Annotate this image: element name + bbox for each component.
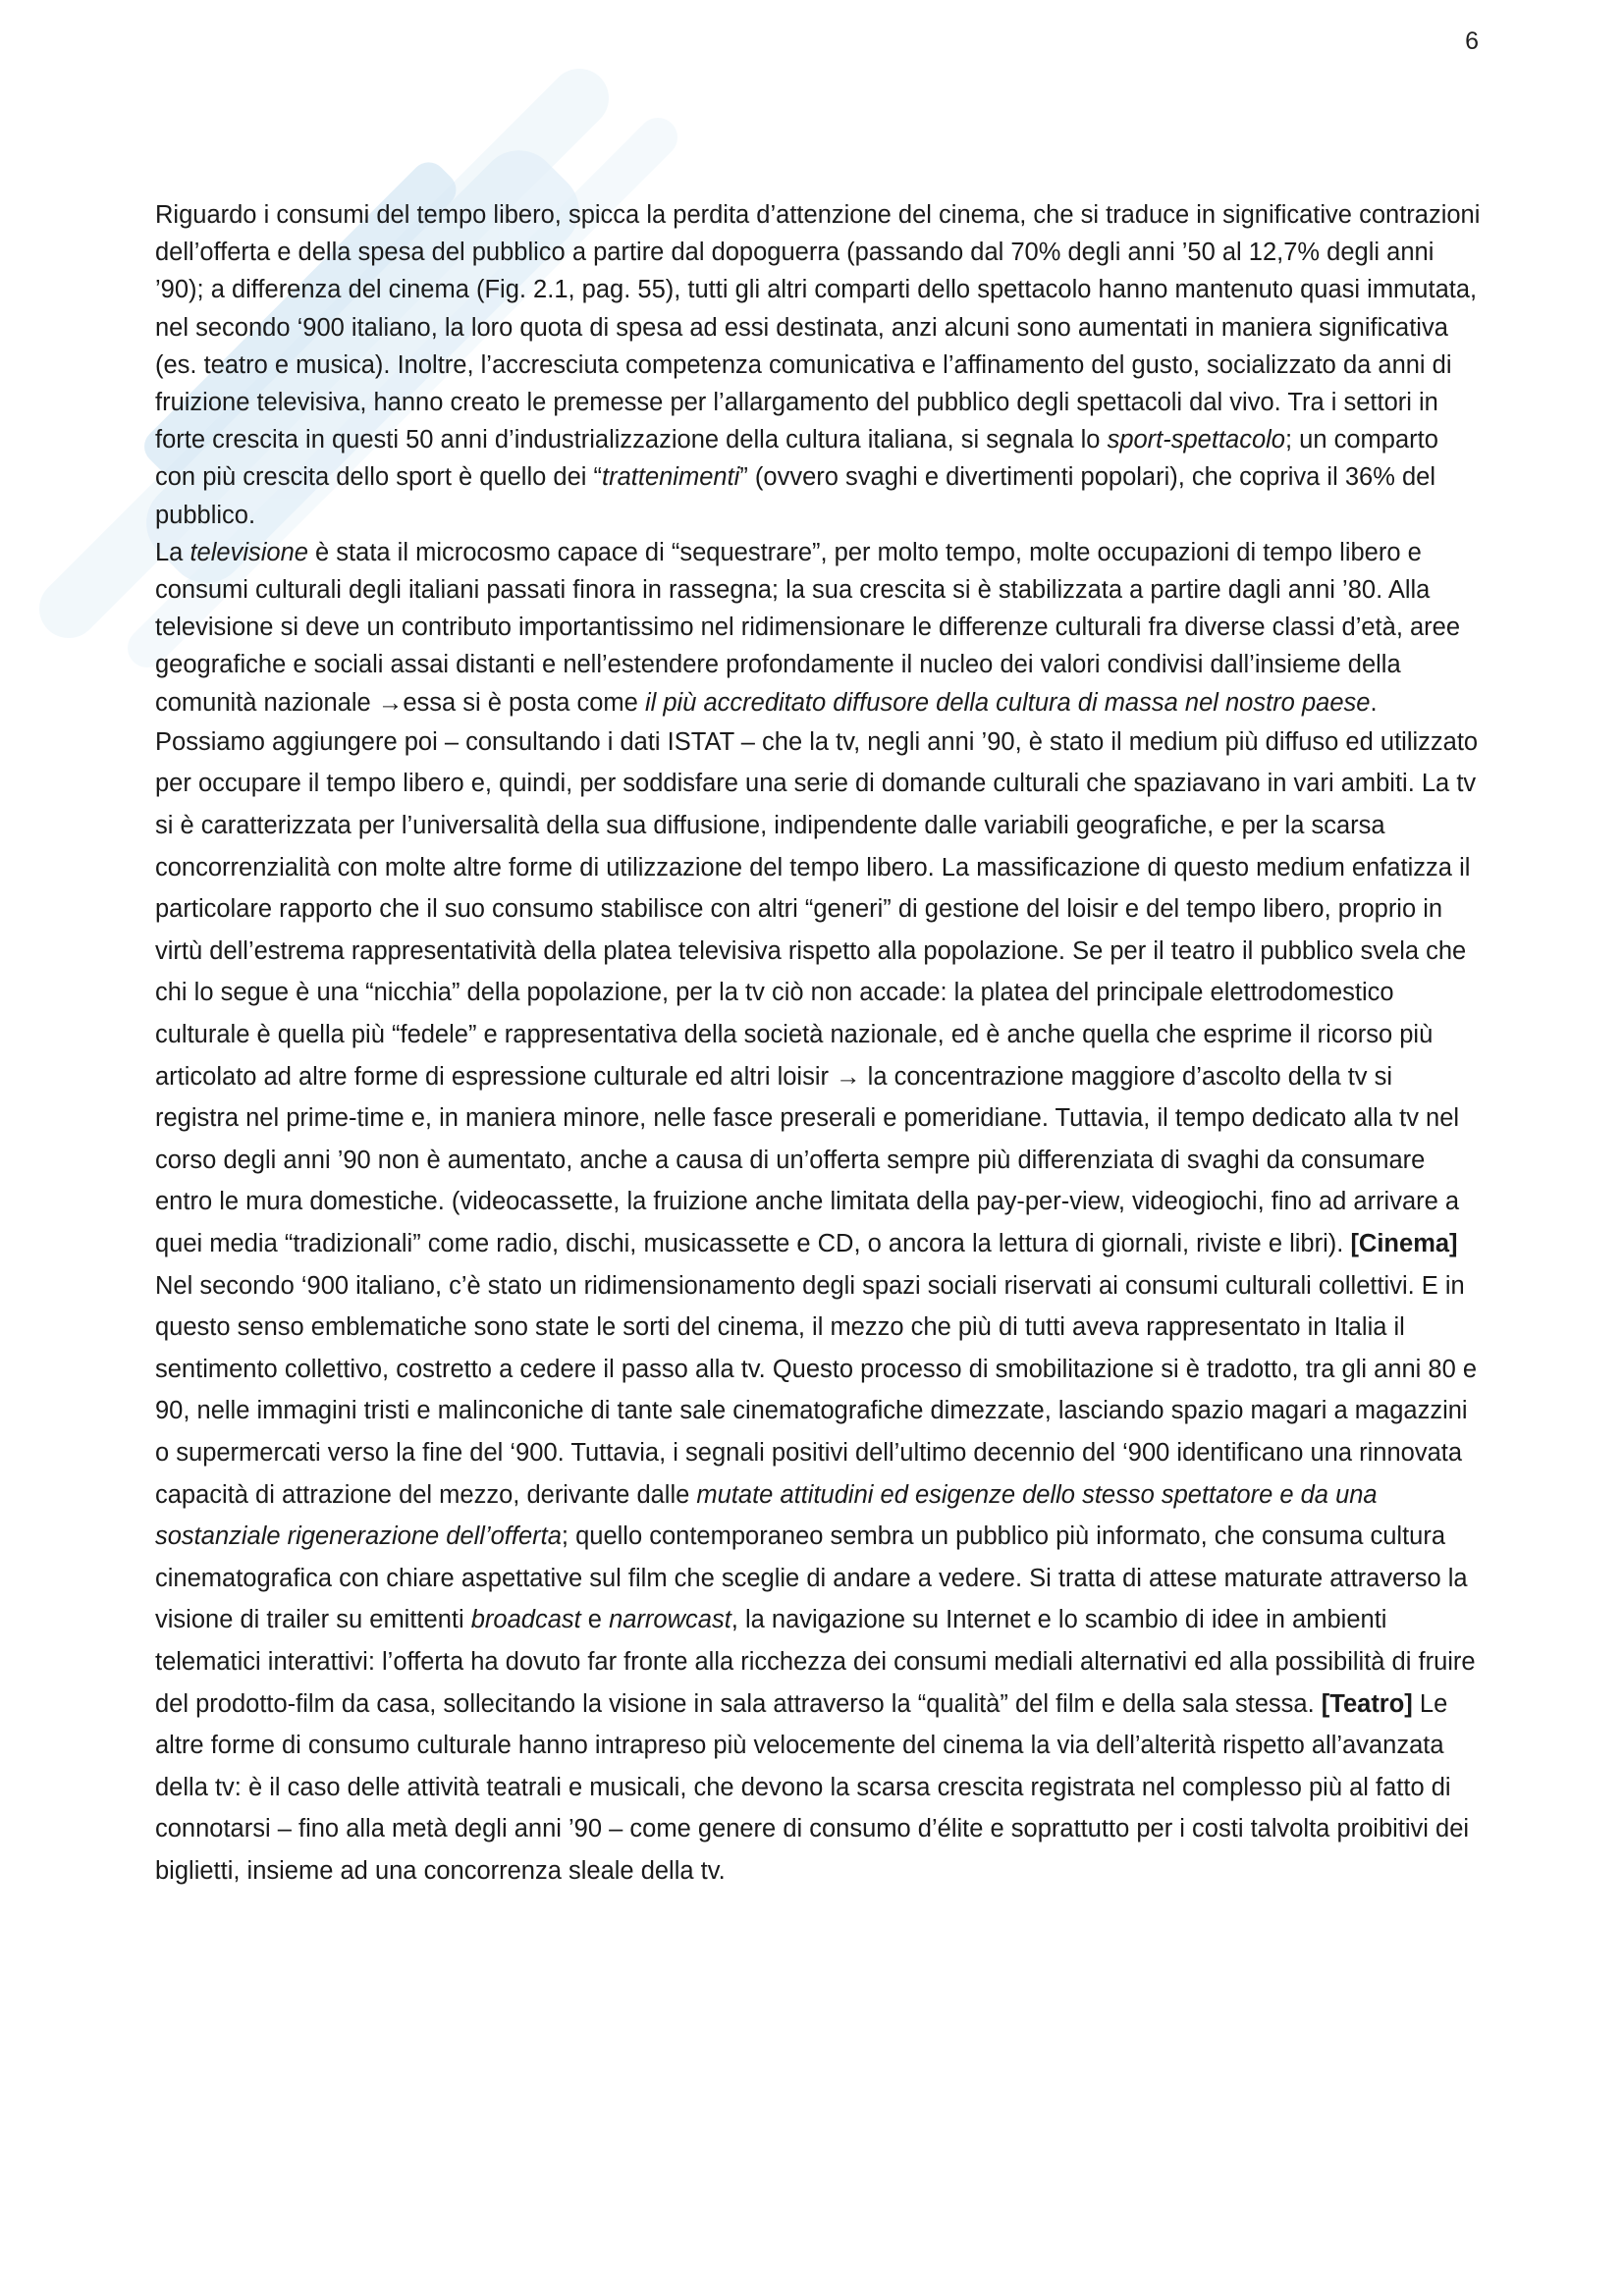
document-body [155,196,1481,1892]
arrow-right-icon: → [836,1062,861,1091]
section-tag-cinema: [Cinema] [1350,1229,1458,1257]
page-number: 6 [1465,27,1479,55]
paragraph-istat-cinema-teatro: Possiamo aggiungere poi – consultando i dati ISTAT – che la tv, negli anni ’90, è stato il medium più diffuso ed utilizzato per occupare il tempo libero e, quindi, per soddisfare una serie di domande culturali che spaziavano in vari ambiti. La tv si è caratterizzata per l’universalità della sua diffusione, indipendente dalle variabili geografiche, e per la scarsa concorrenzialità con molte altre forme di utilizzazione del tempo libero. La massificazione di questo medium enfatizza il particolare rapporto che il suo consumo stabilisce con altri “generi” di gestione del loisir e del tempo libero, proprio in virtù dell’estrema rappresentatività della platea televisiva rispetto alla popolazione. Se per il teatro il pubblico svela che chi lo segue è una “nicchia” della popolazione, per la tv ciò non accade: la platea del principale elettrodomestico culturale è quella più “fedele” e rappresentativa della società nazionale, ed è anche quella che esprime il ricorso più articolato ad altre forme di espressione culturale ed altri loisir → la concentrazione maggiore d’ascolto della tv si registra nel prime-time e, in maniera minore, nelle fasce preserali e pomeridiane. Tuttavia, il tempo dedicato alla tv nel corso degli anni ’90 non è aumentato, anche a causa di un’offerta sempre più differenziata di svaghi da consumare entro le mura domestiche. (videocassette, la fruizione anche limitata della pay-per-view, videogiochi, fino ad arrivare a quei media “tradizionali” come radio, dischi, musicassette e CD, o ancora la lettura di giornali, riviste e libri). [Cinema] Nel secondo ‘900 italiano, c’è stato un ridimensionamento degli spazi sociali riservati ai consumi culturali collettivi. E in questo senso emblematiche sono state le sorti del cinema, il mezzo che più di tutti aveva rappresentato in Italia il sentimento collettivo, costretto a cedere il passo alla tv. Questo processo di smobilitazione si è tradotto, tra gli anni 80 e 90, nelle immagini tristi e malinconiche di tante sale cinematografiche dimezzate, lasciando spazio magari a magazzini o supermercati verso la fine del ‘900. Tuttavia, i segnali positivi dell’ultimo decennio del ‘900 identificano una rinnovata capacità di attrazione del mezzo, derivante dalle mutate attitudini ed esigenze dello stesso spettatore e da una sostanziale rigenerazione dell’offerta; quello contemporaneo sembra un pubblico più informato, che consuma cultura cinematografica con chiare aspettative sul film che sceglie di andare a vedere. Si tratta di attese maturate attraverso la visione di trailer su emittenti broadcast e narrowcast, la navigazione su Internet e lo scambio di idee in ambienti telematici interattivi: l’offerta ha dovuto far fronte alla ricchezza dei consumi mediali alternativi ed alla possibilità di fruire del prodotto-film da casa, sollecitando la visione in sala attraverso la “qualità” del film e della sala stessa. [Teatro] Le altre forme di consumo culturale hanno intrapreso più velocemente del cinema la via dell’alterità rispetto all’avanzata della tv: è il caso delle attività teatrali e musicali, che devono la scarsa crescita registrata nel complesso più al fatto di connotarsi – fino alla metà degli anni ’90 – come genere di consumo d’élite e soprattutto per i costi talvolta proibitivi dei biglietti, insieme ad una concorrenza sleale della tv. [155,727,1479,1885]
section-tag-teatro: [Teatro] [1321,1689,1413,1718]
arrow-right-icon: → [377,688,404,717]
paragraph-televisione: La televisione è stata il microcosmo capace di “sequestrare”, per molto tempo, molte occupazioni di tempo libero e consumi culturali degli italiani passati finora in rassegna; la sua crescita si è stabilizzata a partire dagli anni ’80. Alla televisione si deve un contributo importantissimo nel ridimensionare le differenze culturali fra diverse classi d’età, aree geografiche e sociali assai distanti e nell’estendere profondamente il nucleo dei valori condivisi dall’insieme della comunità nazionale →essa si è posta come il più accreditato diffusore della cultura di massa nel nostro paese. [155,538,1461,717]
paragraph-consumi-tempo-libero: Riguardo i consumi del tempo libero, spicca la perdita d’attenzione del cinema, che si traduce in significative contrazioni dell’offerta e della spesa del pubblico a partire dal dopoguerra (passando dal 70% degli anni ’50 al 12,7% degli anni ’90); a differenza del cinema (Fig. 2.1, pag. 55), tutti gli altri comparti dello spettacolo hanno mantenuto quasi immutata, nel secondo ‘900 italiano, la loro quota di spesa ad essi destinata, anzi alcuni sono aumentati in maniera significativa (es. teatro e musica). Inoltre, l’accresciuta competenza comunicativa e l’affinamento del gusto, socializzato da anni di fruizione televisiva, hanno creato le premesse per l’allargamento del pubblico degli spettacoli dal vivo. Tra i settori in forte crescita in questi 50 anni d’industrializzazione della cultura italiana, si segnala lo sport-spettacolo; un comparto con più crescita dello sport è quello dei “trattenimenti” (ovvero svaghi e divertimenti popolari), che copriva il 36% del pubblico. [155,201,1481,529]
